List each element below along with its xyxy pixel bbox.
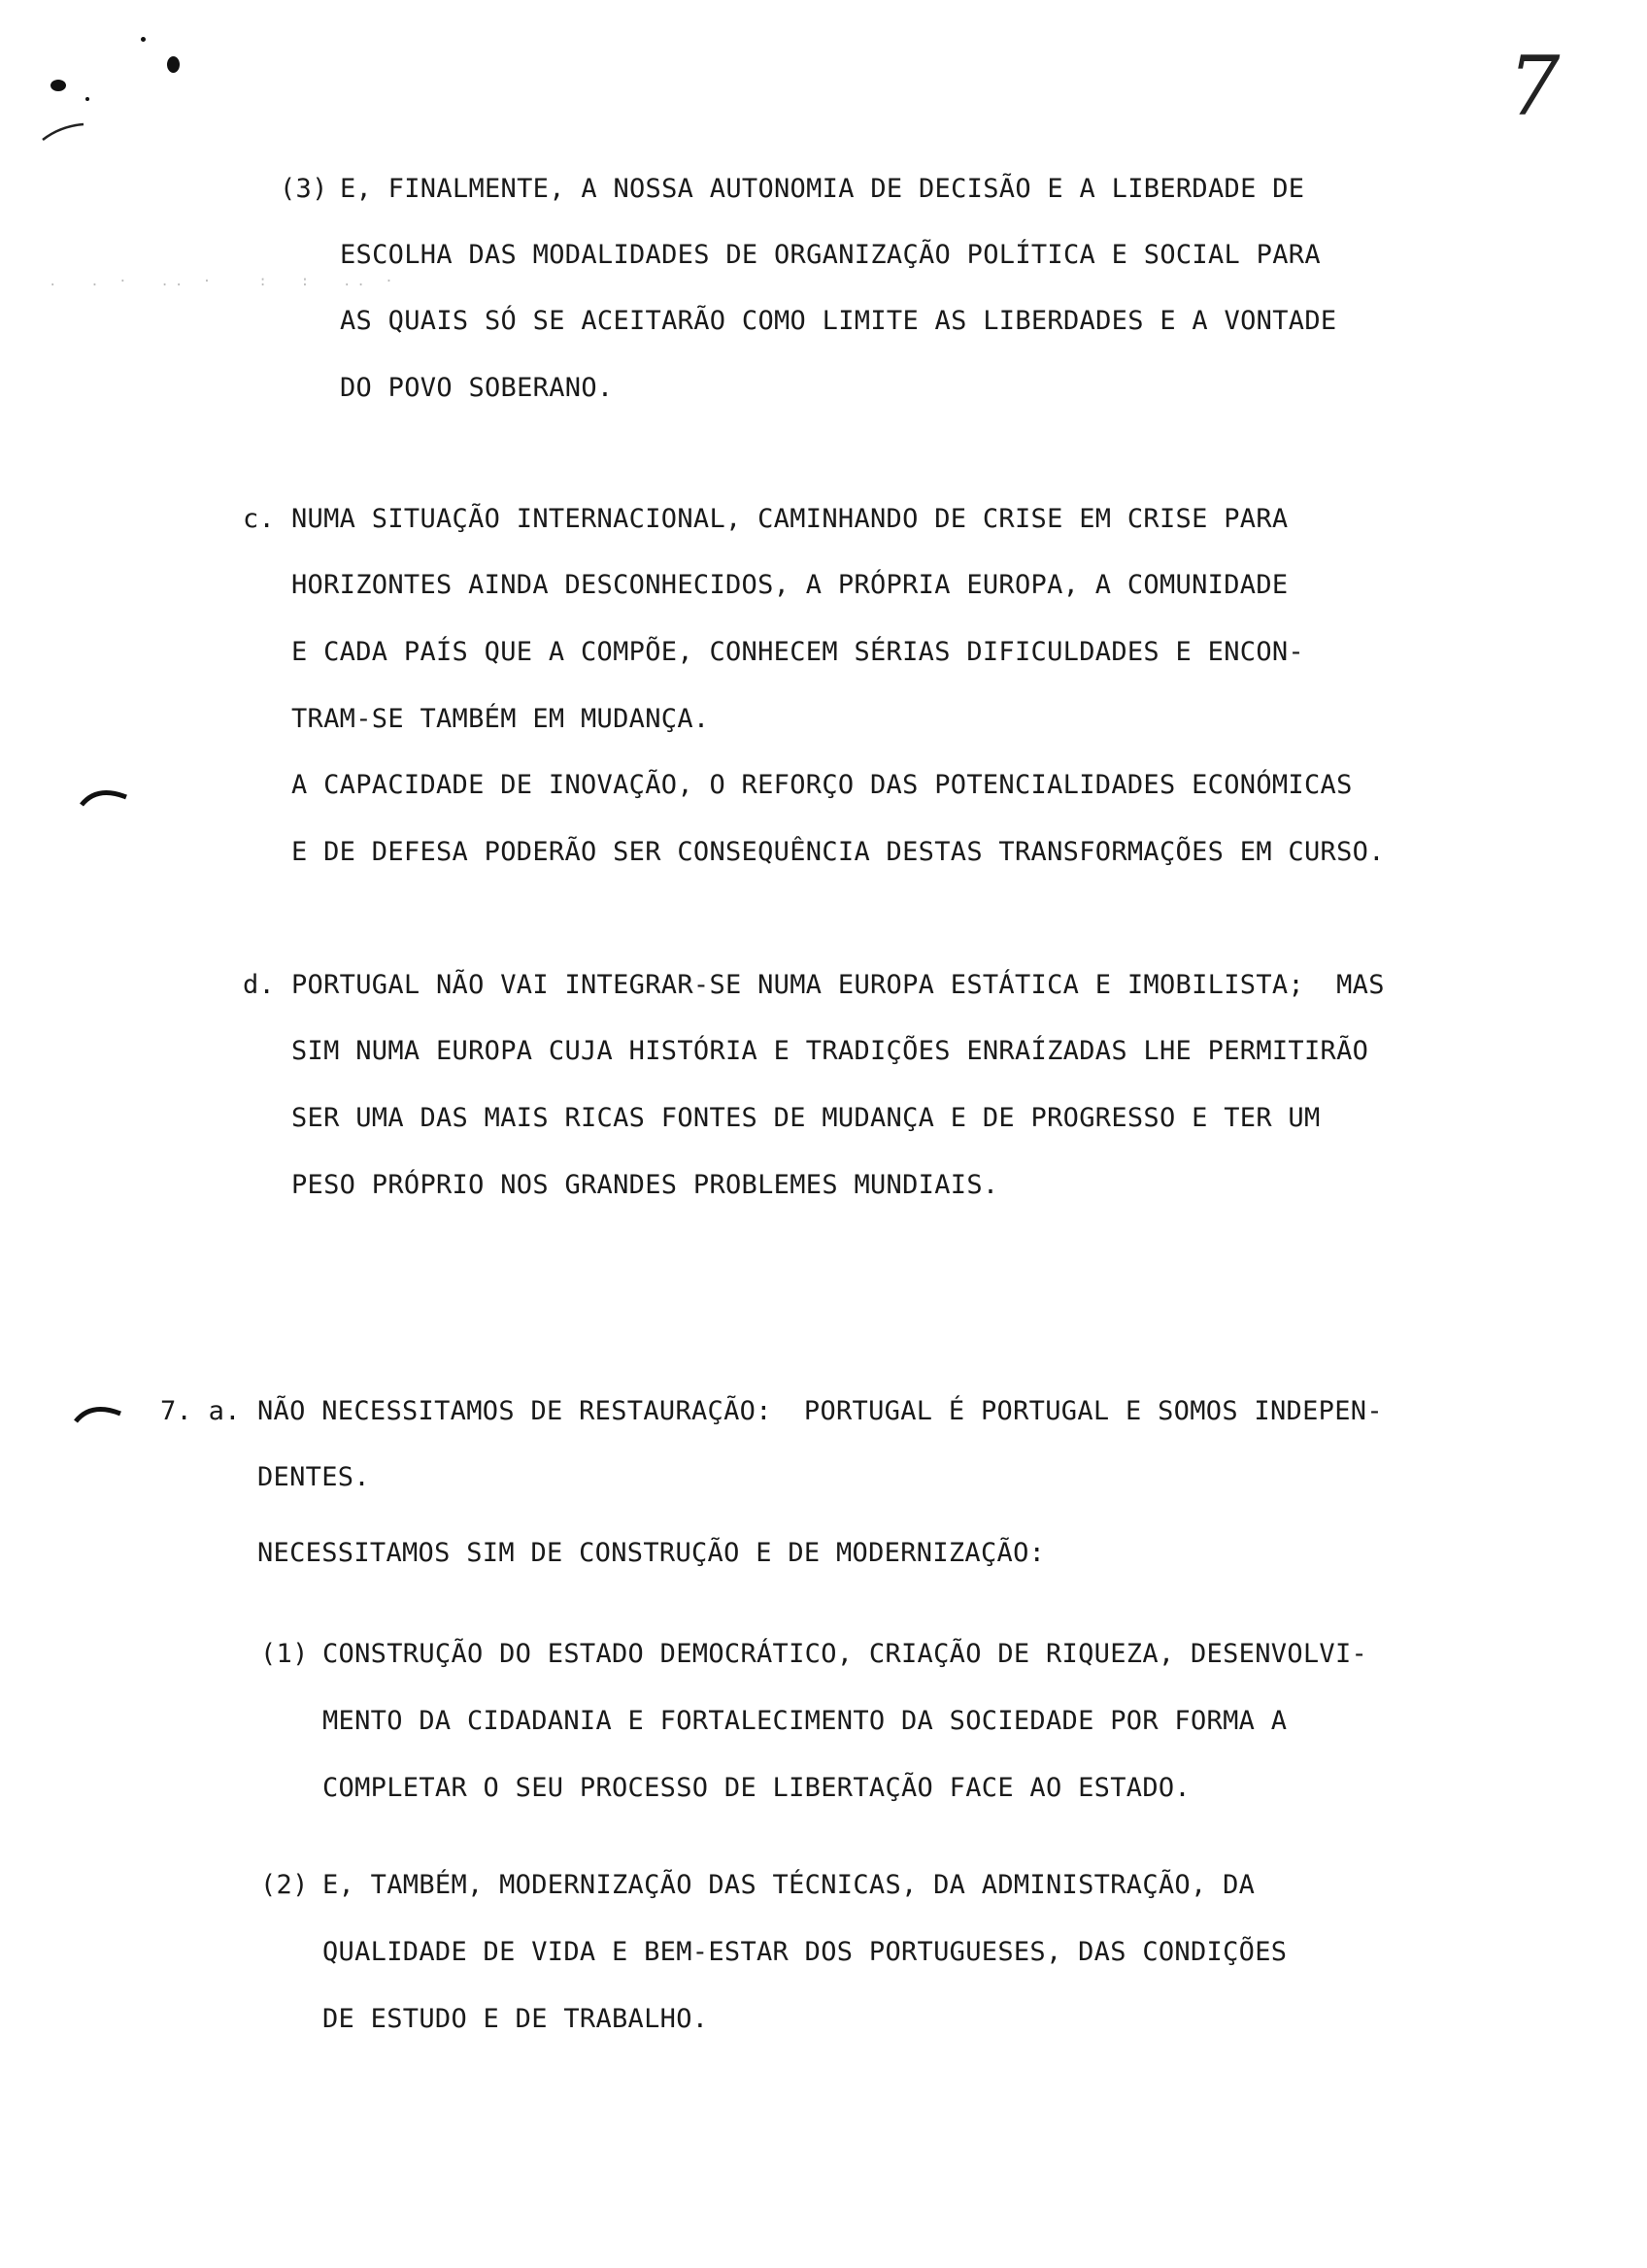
- text-line: DE ESTUDO E DE TRABALHO.: [322, 2004, 709, 2034]
- item-label: (1): [260, 1639, 309, 1669]
- text-line: E DE DEFESA PODERÃO SER CONSEQUÊNCIA DESTAS TRANSFORMAÇÕES EM CURSO.: [291, 837, 1385, 867]
- punch-hole-mark: [72, 1398, 126, 1425]
- item-label: d.: [243, 970, 276, 1000]
- scan-specks: . . · .. · : : .. ·: [49, 274, 399, 289]
- item-label: (3): [280, 174, 328, 204]
- item-label: (2): [260, 1870, 309, 1900]
- ink-blot: [85, 97, 89, 101]
- ink-blot: [141, 37, 146, 42]
- text-line: NUMA SITUAÇÃO INTERNACIONAL, CAMINHANDO DE CRISE EM CRISE PARA: [291, 504, 1289, 534]
- text-line: SIM NUMA EUROPA CUJA HISTÓRIA E TRADIÇÕES ENRAÍZADAS LHE PERMITIRÃO: [291, 1036, 1369, 1066]
- text-line: NÃO NECESSITAMOS DE RESTAURAÇÃO: PORTUGAL É PORTUGAL E SOMOS INDEPEN-: [257, 1396, 1383, 1426]
- text-line: PESO PRÓPRIO NOS GRANDES PROBLEMES MUNDIAIS.: [291, 1170, 999, 1200]
- text-line: CONSTRUÇÃO DO ESTADO DEMOCRÁTICO, CRIAÇÃO DE RIQUEZA, DESENVOLVI-: [322, 1639, 1368, 1669]
- text-line: E, TAMBÉM, MODERNIZAÇÃO DAS TÉCNICAS, DA ADMINISTRAÇÃO, DA: [322, 1870, 1256, 1900]
- text-line: E, FINALMENTE, A NOSSA AUTONOMIA DE DECISÃO E A LIBERDADE DE: [340, 174, 1305, 204]
- text-line: COMPLETAR O SEU PROCESSO DE LIBERTAÇÃO FACE AO ESTADO.: [322, 1773, 1191, 1803]
- item-label: c.: [243, 504, 276, 534]
- punch-hole-mark: [78, 782, 132, 809]
- text-line: TRAM-SE TAMBÉM EM MUDANÇA.: [291, 704, 710, 734]
- text-line: PORTUGAL NÃO VAI INTEGRAR-SE NUMA EUROPA ESTÁTICA E IMOBILISTA; MAS: [291, 970, 1385, 1000]
- text-line: MENTO DA CIDADANIA E FORTALECIMENTO DA SOCIEDADE POR FORMA A: [322, 1706, 1288, 1736]
- text-line: DO POVO SOBERANO.: [340, 373, 614, 403]
- pen-stroke-mark: [39, 117, 97, 146]
- text-line: ESCOLHA DAS MODALIDADES DE ORGANIZAÇÃO POLÍTICA E SOCIAL PARA: [340, 240, 1321, 270]
- text-line: A CAPACIDADE DE INOVAÇÃO, O REFORÇO DAS POTENCIALIDADES ECONÓMICAS: [291, 770, 1353, 800]
- page-number: 7: [1508, 39, 1561, 134]
- ink-blot: [167, 56, 180, 73]
- text-line: QUALIDADE DE VIDA E BEM-ESTAR DOS PORTUGUESES, DAS CONDIÇÕES: [322, 1937, 1288, 1967]
- text-line: DENTES.: [257, 1462, 370, 1492]
- item-label: 7. a.: [160, 1396, 241, 1426]
- text-line: AS QUAIS SÓ SE ACEITARÃO COMO LIMITE AS LIBERDADES E A VONTADE: [340, 306, 1337, 336]
- ink-blot: [50, 80, 66, 91]
- text-line: NECESSITAMOS SIM DE CONSTRUÇÃO E DE MODERNIZAÇÃO:: [257, 1538, 1046, 1568]
- text-line: HORIZONTES AINDA DESCONHECIDOS, A PRÓPRIA EUROPA, A COMUNIDADE: [291, 570, 1289, 600]
- text-line: E CADA PAÍS QUE A COMPÕE, CONHECEM SÉRIAS DIFICULDADES E ENCON-: [291, 637, 1304, 667]
- text-line: SER UMA DAS MAIS RICAS FONTES DE MUDANÇA E DE PROGRESSO E TER UM: [291, 1103, 1321, 1133]
